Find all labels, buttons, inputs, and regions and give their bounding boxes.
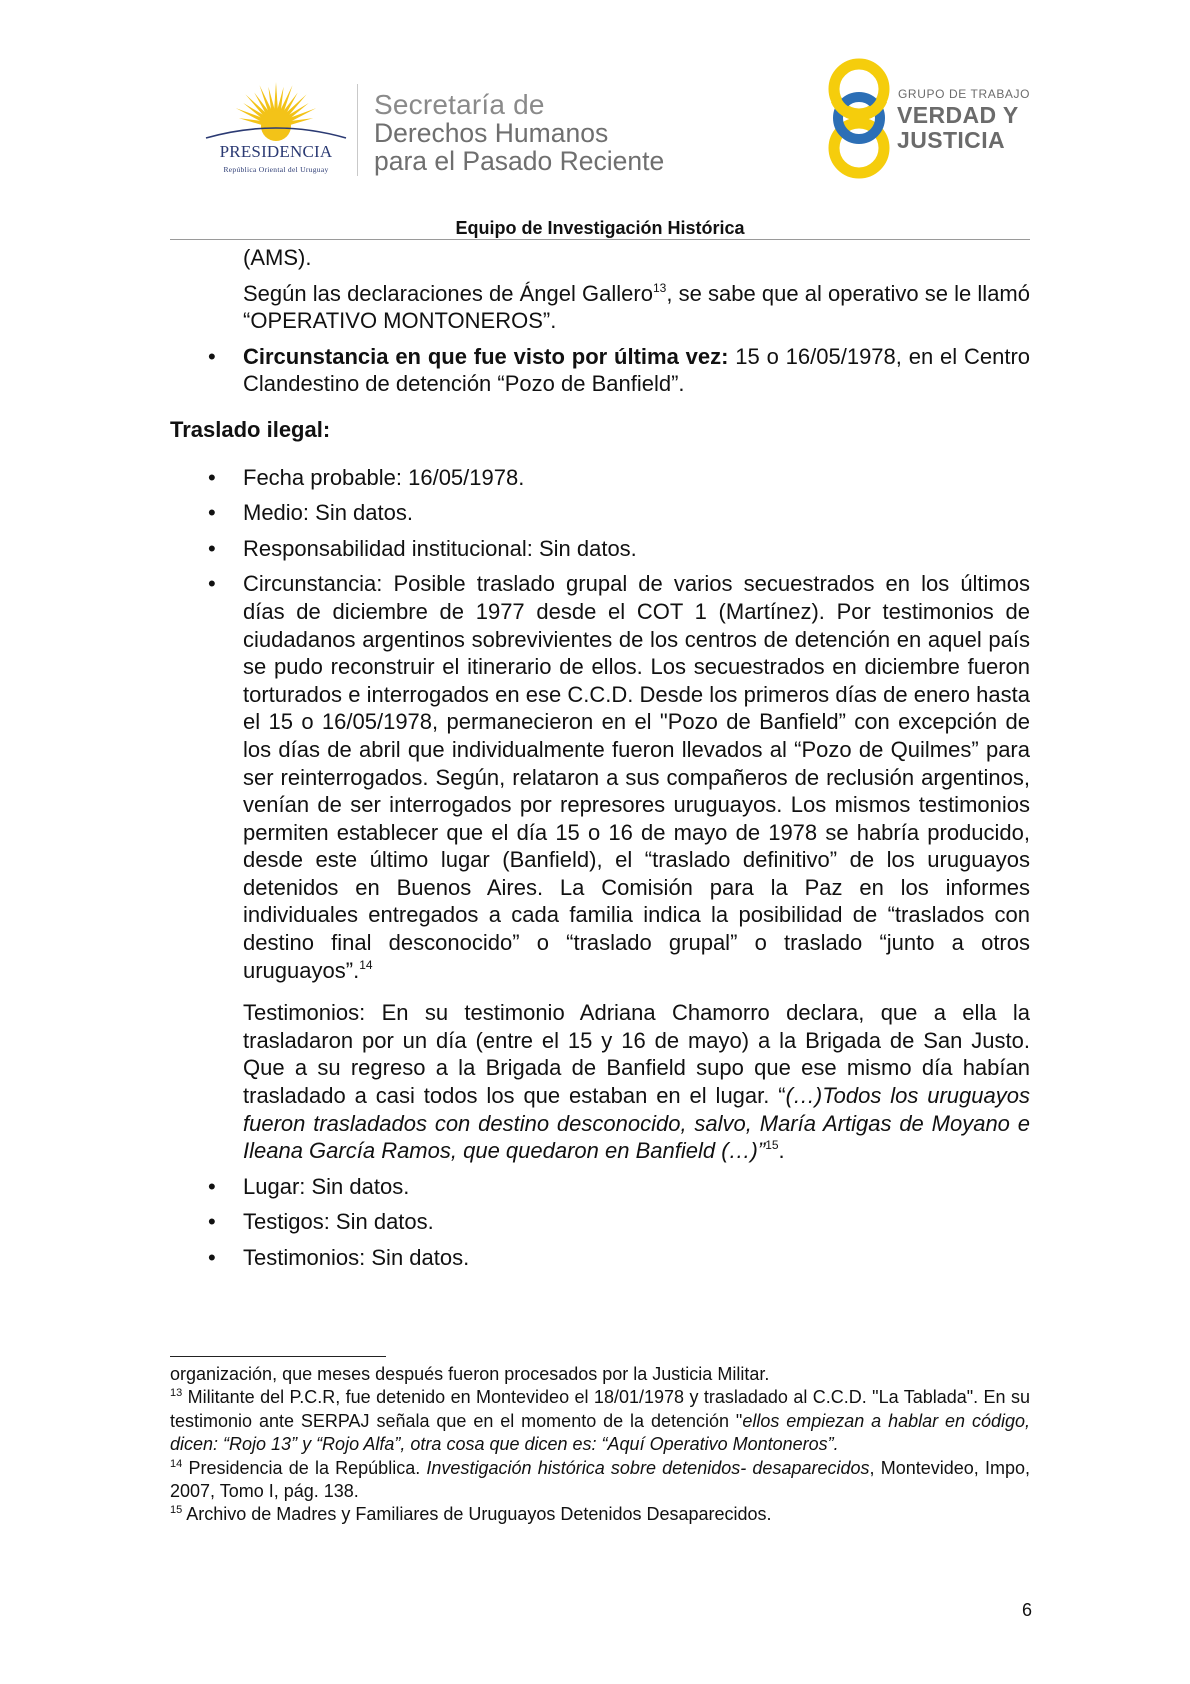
paragraph-ams: (AMS). [243,245,312,270]
secretaria-title [374,90,664,175]
footnote-italic: Investigación histórica sobre detenidos- desaparecidos [426,1457,870,1478]
sun-emblem-icon [196,80,356,150]
bullet-testimonios [170,1244,1030,1272]
header-rule [170,239,1030,240]
bullet-dot-icon: • [208,464,216,490]
vyj-line-2: VERDAD Y [897,102,1019,128]
footnote-ref-13: 13 [652,280,667,295]
footnote-ref-14: 14 [359,957,373,972]
bullet-testigos [170,1208,1030,1236]
footnote-text-end: , Montevideo, Impo, 2007, Tomo I, pág. 138. [170,1457,1030,1502]
bullet-text: 15 o 16/05/1978, en el Centro Clandestino de detención “Pozo de Banfield”. [243,343,1030,397]
bullet-text: Testimonios: Sin datos. [243,1245,470,1270]
gallero-text-b: , se sabe que al operativo se le llamó “OPERATIVO MONTONEROS”. [243,280,1030,334]
linked-rings-icon [822,55,896,183]
bullet-circunstancia [170,570,1030,984]
footnote-text: Presidencia de la República. [182,1457,427,1478]
gallero-text-a: Según las declaraciones de Ángel Gallero [243,280,653,306]
bullet-text: Lugar: Sin datos. [243,1173,410,1199]
bullet-dot-icon: • [208,1245,216,1270]
testimonios-quote: (…)Todos los uruguayos fueron trasladados con destino desconocido, salvo, María Artigas de Moyano e Ileana García Ramos, que quedaron en Banfield (…)” [243,1083,1030,1164]
secretaria-line-3: para el Pasado Reciente [374,146,665,176]
footnote-14 [170,1457,1030,1504]
verdad-justicia-logo [822,55,1082,183]
bullet-text: Medio: Sin datos. [243,500,413,526]
secretaria-line-1: Secretaría de [374,89,545,120]
presidencia-logo [196,80,356,180]
footnote-text: Militante del P.C.R, fue detenido en Montevideo el 18/01/1978 y trasladado al C.C.D. "La Tablada". En su testimonio ante SERPAJ señala que en el momento de la detención " [170,1387,1030,1431]
footnote-13 [170,1386,1030,1456]
footnote-number: 15 [170,1504,183,1517]
footnote-text: Archivo de Madres y Familiares de Uruguayos Detenidos Desaparecidos. [182,1504,772,1525]
footnote-15 [170,1503,1030,1526]
bullet-circunstancia-ultima [170,343,1030,398]
bullet-dot-icon: • [208,571,216,597]
bullet-medio [170,499,1030,527]
paragraph-testimonios [170,999,1030,1165]
vyj-group-label: GRUPO DE TRABAJO [898,87,1031,101]
footnote-continuation: organización, que meses después fueron procesados por la Justicia Militar. [170,1364,770,1384]
section-heading-traslado: Traslado ilegal: [170,416,331,442]
bullet-dot-icon: • [208,500,216,526]
bullet-dot-icon: • [208,1209,216,1235]
bullet-text: Testigos: Sin datos. [243,1209,434,1235]
bullet-label: Circunstancia en que fue visto por última vez: [243,343,729,369]
bullet-dot-icon: • [208,1173,216,1199]
bullet-lugar [170,1173,1030,1201]
secretaria-line-2: Derechos Humanos [374,118,609,148]
document-body [170,244,1030,1272]
footnote-number: 14 [170,1457,183,1470]
bullet-responsabilidad [170,535,1030,563]
presidencia-subtitle: República Oriental del Uruguay [223,165,329,174]
team-heading: Equipo de Investigación Histórica [455,218,745,238]
bullet-fecha [170,464,1030,492]
footnotes [170,1363,1030,1527]
bullet-dot-icon: • [208,343,216,369]
footnote-separator [170,1356,386,1357]
bullet-dot-icon: • [208,535,216,561]
testimonios-end: . [778,1138,785,1164]
presidencia-name: PRESIDENCIA [219,142,333,161]
bullet-text: Fecha probable: 16/05/1978. [243,464,525,490]
paragraph-gallero [170,280,1030,335]
bullet-text: Circunstancia: Posible traslado grupal de varios secuestrados en los últimos días de diciembre de 1977 desde el COT 1 (Martínez). Por testimonios de ciudadanos argentinos sobrevivientes de los centros de detención en aquel país se pudo reconstruir el itinerario de ellos. Los secuestrados en diciembre fueron torturados e interrogados en ese C.C.D. Desde los primeros días de enero hasta el 15 o 16/05/1978, permanecieron en el "Pozo de Banfield” con excepción de los días de abril que individualmente fueron llevados al “Pozo de Quilmes” para ser reinterrogados. Según, relataron a sus compañeros de reclusión argentinos, venían de ser interrogados por represores uruguayos. Los mismos testimonios permiten establecer que el día 15 o 16 de mayo de 1978 se habría producido, desde este último lugar (Banfield), el “traslado definitivo” de los uruguayos detenidos en Buenos Aires. La Comisión para la Paz en los informes individuales entregados a cada familia indica la posibilidad de “traslados con destino final desconocido” o “traslado grupal” o traslado “junto a otros uruguayos”. [243,571,1030,983]
footnote-italic: ellos empiezan a hablar en código, dicen: “Rojo 13” y “Rojo Alfa”, otra cosa que dicen es: “Aquí Operativo Montoneros”. [170,1410,1031,1455]
page-number: 6 [1021,1600,1032,1620]
footnote-ref-15: 15 [765,1138,779,1153]
footnote-number: 13 [170,1387,183,1400]
logo-divider [357,84,358,176]
vyj-line-3: JUSTICIA [897,127,1005,153]
bullet-text: Responsabilidad institucional: Sin datos. [243,535,637,561]
testimonios-text: Testimonios: En su testimonio Adriana Chamorro declara, que a ella la trasladaron por un día (entre el 15 y 16 de mayo) a la Brigada de San Justo. Que a su regreso a la Brigada de Banfield supo que ese mismo día habían trasladado a casi todos los que estaban en el lugar. “ [243,1000,1030,1109]
